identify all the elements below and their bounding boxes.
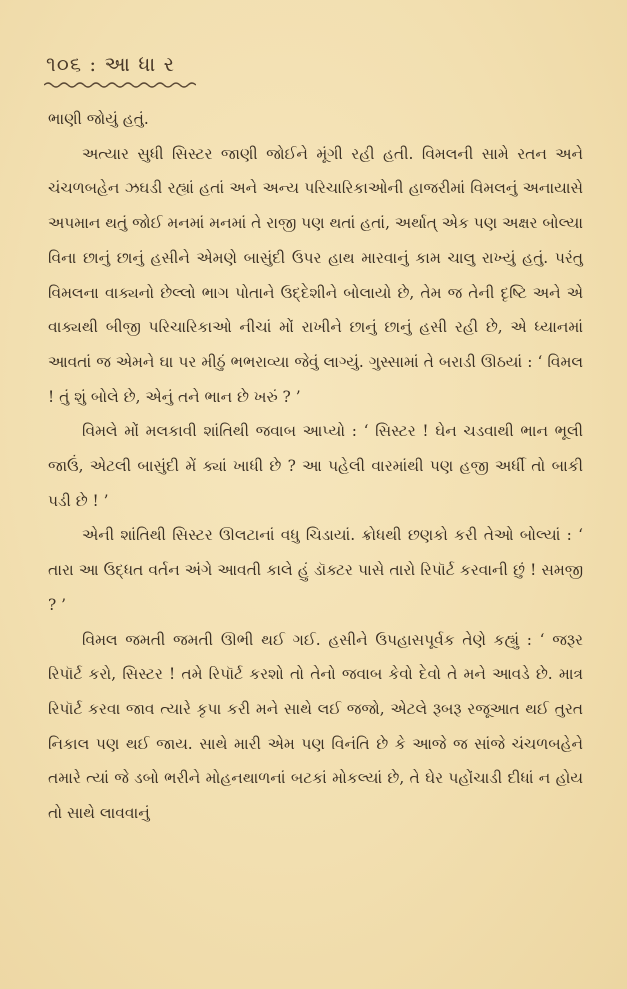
page-number: ૧૦૬ [46,52,83,76]
paragraph-5: વિમલ જમતી જમતી ઊભી થઈ ગઈ. હસીને ઉપહાસપૂર્વક તેણે કહ્યું : ‘ જરૂર રિપૉર્ટ કરો, સિસ્ટર ! તમે રિપૉર્ટ કરશો તો તેનો જવાબ કેવો દેવો તે મને આવડે છે. માત્ર રિપૉર્ટ કરવા જાવ ત્યારે કૃપા કરી મને સાથે લઈ જજો, એટલે રૂબરૂ રજૂઆત થઈ તુરત નિકાલ પણ થઈ જાય. સાથે મારી એમ પણ વિનંતિ છે કે આજે જ સાંજે ચંચળબહેને તમારે ત્યાં જે ડબો ભરીને મોહનથાળનાં બટકાં મોકલ્યાં છે, તે ઘેર પહોંચાડી દીધાં ન હોય તો સાથે લાવવાનું [48,630,583,823]
paragraph-1: ભાણી જોયું હતું. [48,110,149,128]
header-wavy-rule [44,80,196,90]
running-title: આ ધા ર [104,52,175,76]
paragraph-2: અત્યાર સુધી સિસ્ટર જાણી જોઈને મૂંગી રહી હતી. વિમલની સામે રતન અને ચંચળબહેન ઝઘડી રહ્યાં હતાં અને અન્ય પરિચારિકાઓની હાજરીમાં વિમલનું અનાયાસે અપમાન થતું જોઈ મનમાં મનમાં તે રાજી પણ થતાં હતાં, અર્થાત્ એક પણ અક્ષર બોલ્યા વિના છાનું છાનું હસીને એમણે બાસુંદી ઉપર હાથ મારવાનું કામ ચાલુ રાખ્યું હતું. પરંતુ વિમલના વાક્યનો છેલ્લો ભાગ પોતાને ઉદ્દેશીને બોલાયો છે, તેમ જ તેની દૃષ્ટિ અને એ વાક્યથી બીજી પરિચારિકાઓ નીચાં મોં રાખીને છાનું છાનું હસી રહી છે, એ ધ્યાનમાં આવતાં જ એમને ઘા પર મીઠું ભભરાવ્યા જેવું લાગ્યું. ગુસ્સામાં તે બરાડી ઊઠયાં : ‘ વિમલ ! તું શું બોલે છે, એનું તને ભાન છે ખરું ? ’ [48,144,583,406]
body-text [48,102,583,831]
paragraph-3: વિમલે મોં મલકાવી શાંતિથી જવાબ આપ્યો : ‘ સિસ્ટર ! ઘેન ચડવાથી ભાન ભૂલી જાઉં, એટલી બાસુંદી મેં ક્યાં ખાધી છે ? આ પહેલી વારમાંથી પણ હજી અર્ધી તો બાકી પડી છે ! ’ [48,422,583,510]
paragraph-4: એની શાંતિથી સિસ્ટર ઊલટાનાં વધુ ચિડાયાં. ક્રોધથી છણકો કરી તેઓ બોલ્યાં : ‘ તારા આ ઉદ્ધત વર્તન અંગે આવતી કાલે હું ડૉક્ટર પાસે તારો રિપૉર્ટ કરવાની છું ! સમજી ? ’ [48,526,583,614]
header-separator: : [89,52,98,76]
running-header [46,52,175,76]
